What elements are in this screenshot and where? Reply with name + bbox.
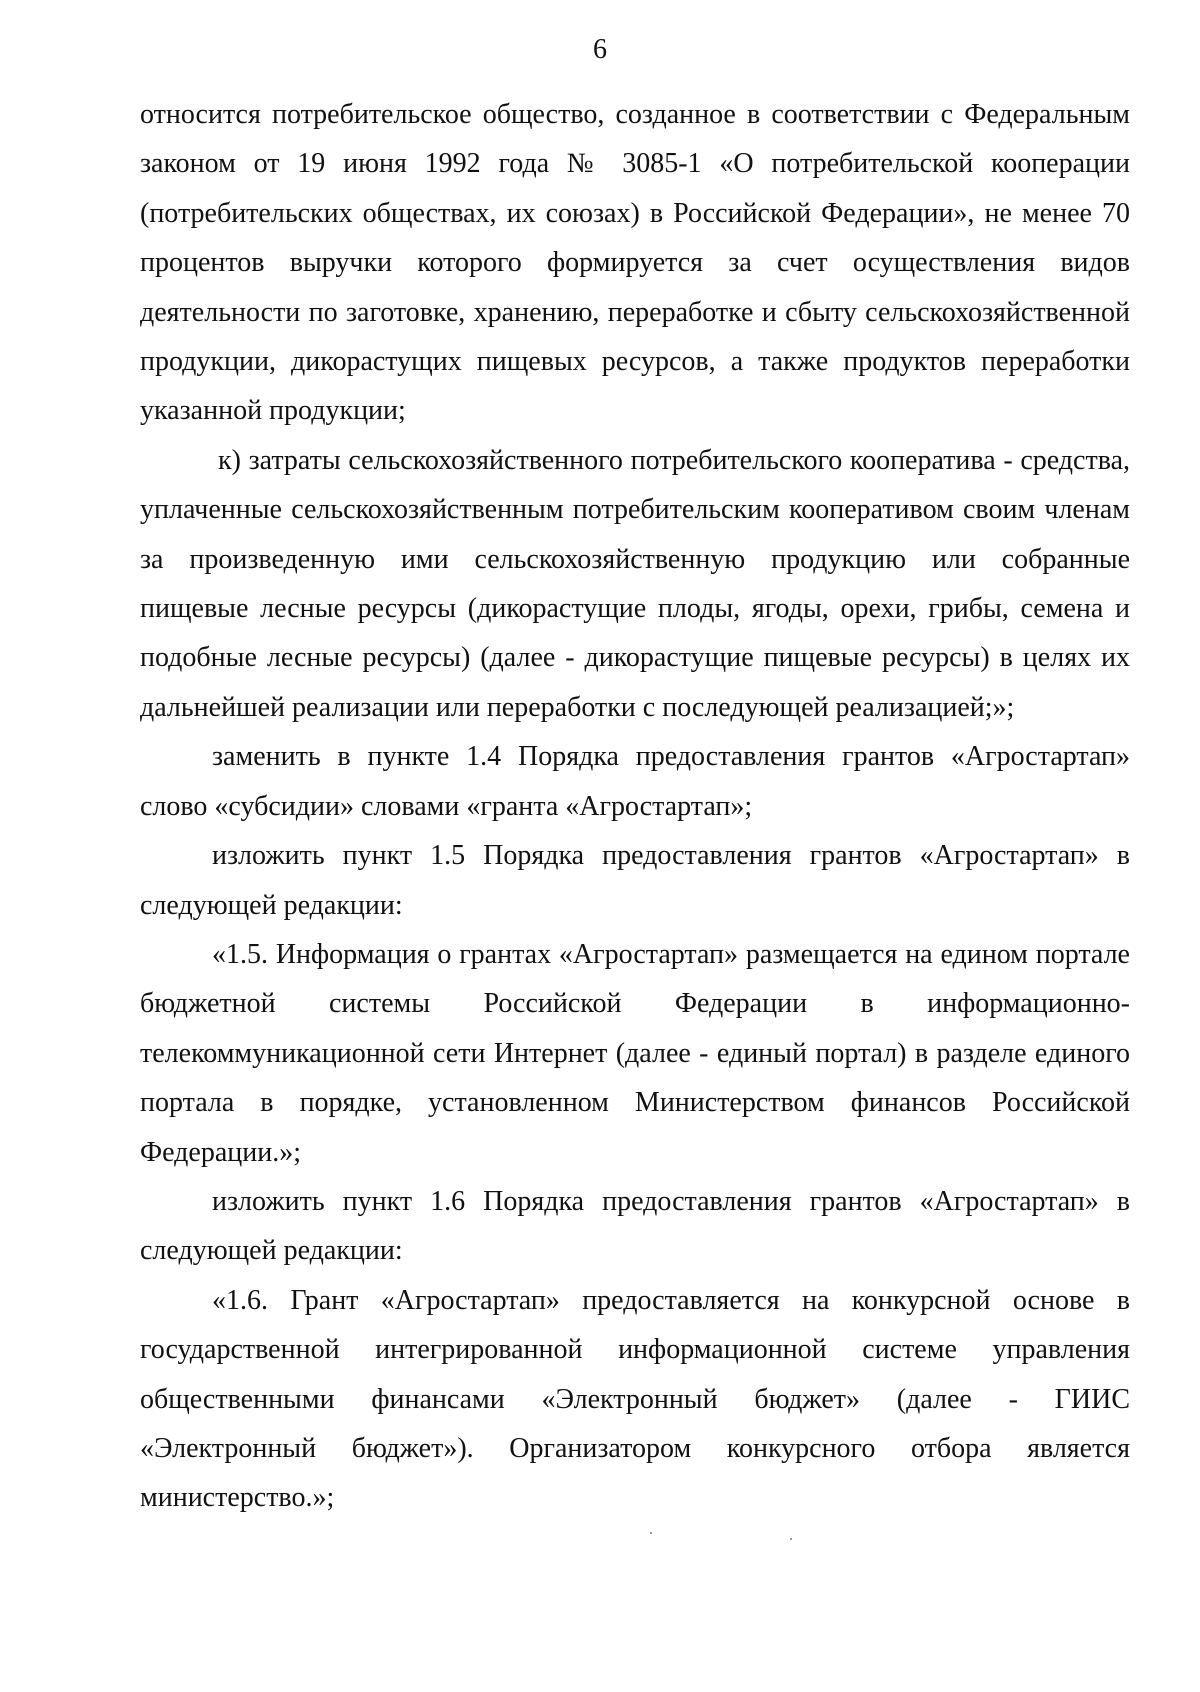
document-body — [140, 90, 1130, 1523]
paragraph-item-k-costs: к) затраты сельскохозяйственного потребительского кооператива - средства, уплаченные сельскохозяйственным потребительским кооперативом своим членам за произведенную ими сельскохозяйственную продукцию или собранные пищевые лесные ресурсы (дикорастущие плоды, ягоды, орехи, грибы, семена и подобные лесные ресурсы) (далее - дикорастущие пищевые ресурсы) в целях их дальнейшей реализации или переработки с последующей реализацией;»; — [140, 444, 1130, 723]
scan-speck — [790, 1538, 792, 1540]
paragraph-amend-1-5-intro: изложить пункт 1.5 Порядка предоставления грантов «Агростартап» в следующей редакции: — [140, 840, 1130, 921]
scan-speck — [650, 1532, 652, 1534]
page-number: 6 — [593, 34, 607, 65]
paragraph-consumer-society: относится потребительское общество, созданное в соответствии с Федеральным законом от 19 июня 1992 года № 3085-1 «О потребительской кооперации (потребительских обществах, их союзах) в Российской Федерации», не менее 70 процентов выручки которого формируется за счет осуществления видов деятельности по заготовке, хранению, переработке и сбыту сельскохозяйственной продукции, дикорастущих пищевых ресурсов, а также продуктов переработки указанной продукции; — [140, 99, 1130, 427]
scan-specks — [650, 1530, 850, 1542]
paragraph-replace-1-4: заменить в пункте 1.4 Порядка предоставления грантов «Агростартап» слово «субсидии» словами «гранта «Агростартап»; — [140, 741, 1130, 822]
paragraph-clause-1-5: «1.5. Информация о грантах «Агростартап» размещается на едином портале бюджетной системы Российской Федерации в информационно-телекоммуникационной сети Интернет (далее - единый портал) в разделе единого портала в порядке, установленном Министерством финансов Российской Федерации.»; — [140, 938, 1130, 1168]
paragraph-clause-1-6: «1.6. Грант «Агростартап» предоставляется на конкурсной основе в государственной интегрированной информационной системе управления общественными финансами «Электронный бюджет» (далее - ГИИС «Электронный бюджет»). Организатором конкурсного отбора является министерство.»; — [140, 1284, 1130, 1514]
paragraph-amend-1-6-intro: изложить пункт 1.6 Порядка предоставления грантов «Агростартап» в следующей редакции: — [140, 1185, 1130, 1267]
